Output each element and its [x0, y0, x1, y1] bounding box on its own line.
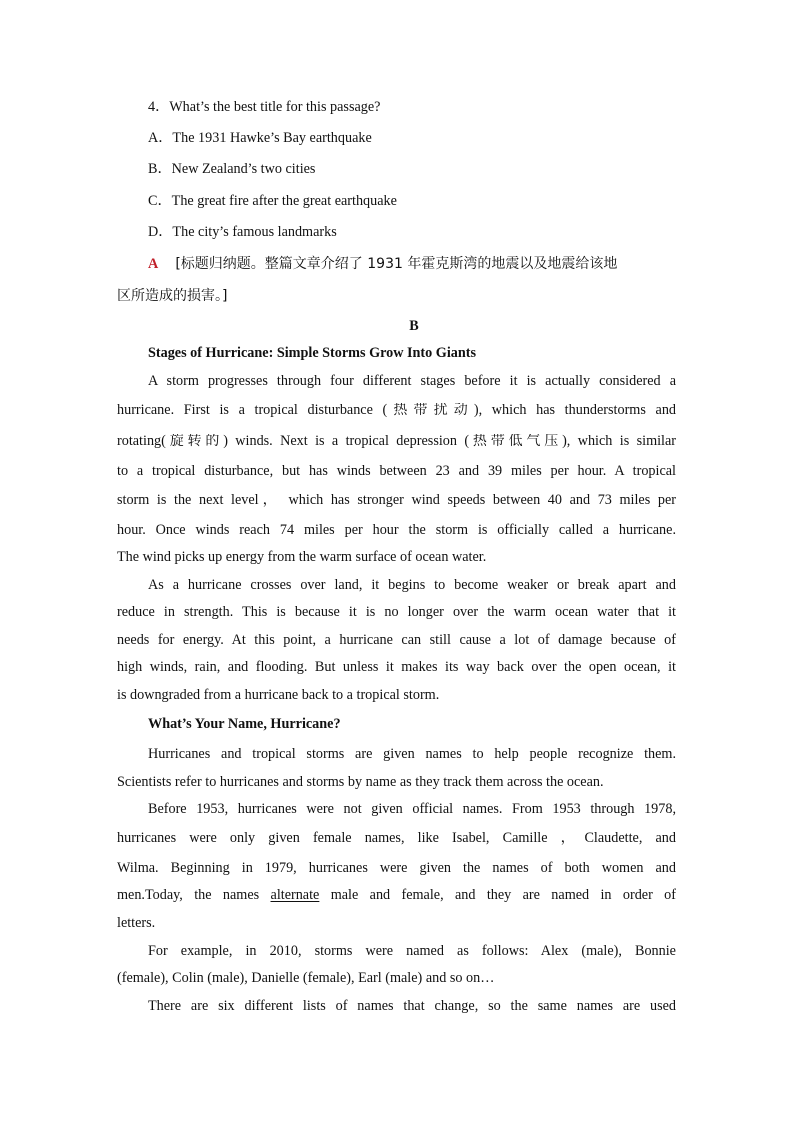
- answer-explanation: [148, 257, 617, 271]
- option-d: D．The city’s famous landmarks: [148, 224, 337, 240]
- explanation-text-2: 区所造成的损害。]: [117, 288, 228, 304]
- p1-line-1: A storm progresses through four different stages before it is actually considered a: [148, 374, 676, 389]
- p2-line-1: As a hurricane crosses over land, it begins to become weaker or break apart and: [148, 578, 676, 593]
- p2-line-2: reduce in strength. This is because it is no longer over the warm ocean water that it: [117, 605, 676, 620]
- p2-line-3: needs for energy. At this point, a hurricane can still cause a lot of damage because of: [117, 633, 676, 648]
- p4-line-3: Wilma. Beginning in 1979, hurricanes were given the names of both women and: [117, 861, 676, 876]
- p4-line-2: hurricanes were only given female names, like Isabel, Camille ，Claudette, and: [117, 831, 676, 846]
- p2-line-4: high winds, rain, and flooding. But unless it makes its way back over the open ocean, it: [117, 660, 676, 675]
- p4-line-5: letters.: [117, 915, 156, 931]
- p1-line-3: rotating(旋转的) winds. Next is a tropical depression (热带低气压), which is similar: [117, 434, 676, 449]
- underlined-word: alternate: [270, 888, 320, 903]
- p1-line-7: The wind picks up energy from the warm surface of ocean water.: [117, 549, 487, 565]
- question-stem: 4．What’s the best title for this passage?: [148, 99, 381, 115]
- answer-letter: A: [148, 256, 159, 272]
- section-label: B: [409, 318, 419, 334]
- p5-line-2: (female), Colin (male), Danielle (female), Earl (male) and so on…: [117, 970, 495, 986]
- p3-line-1: Hurricanes and tropical storms are given names to help people recognize them.: [148, 747, 676, 762]
- heading-stages-of-hurricane: Stages of Hurricane: Simple Storms Grow Into Giants: [148, 345, 477, 361]
- p5-line-1: For example, in 2010, storms were named as follows: Alex (male), Bonnie: [148, 944, 676, 959]
- option-b: B．New Zealand’s two cities: [148, 161, 316, 177]
- p6-line-1: There are six different lists of names that change, so the same names are used: [148, 999, 676, 1014]
- explanation-text-1: [标题归纳题。整篇文章介绍了 1931 年霍克斯湾的地震以及地震给该地: [175, 256, 618, 272]
- heading-whats-your-name: What’s Your Name, Hurricane?: [148, 716, 341, 732]
- p1-line-6: hour. Once winds reach 74 miles per hour the storm is officially called a hurricane.: [117, 523, 676, 538]
- p3-line-2: Scientists refer to hurricanes and storms by name as they track them across the ocean.: [117, 774, 604, 790]
- p2-line-5: is downgraded from a hurricane back to a tropical storm.: [117, 687, 440, 703]
- p1-line-5: storm is the next level， which has stronger wind speeds between 40 and 73 miles per: [117, 493, 676, 508]
- option-a: A．The 1931 Hawke’s Bay earthquake: [148, 130, 372, 146]
- p4-line-1: Before 1953, hurricanes were not given official names. From 1953 through 1978,: [148, 802, 676, 817]
- p1-line-4: to a tropical disturbance, but has winds between 23 and 39 miles per hour. A tropical: [117, 464, 676, 479]
- p1-line-2: hurricane. First is a tropical disturbance (热带扰动), which has thunderstorms and: [117, 403, 676, 418]
- p4-line-4: men.Today, the names alternate male and female, and they are named in order of: [117, 888, 676, 903]
- option-c: C．The great fire after the great earthquake: [148, 193, 397, 209]
